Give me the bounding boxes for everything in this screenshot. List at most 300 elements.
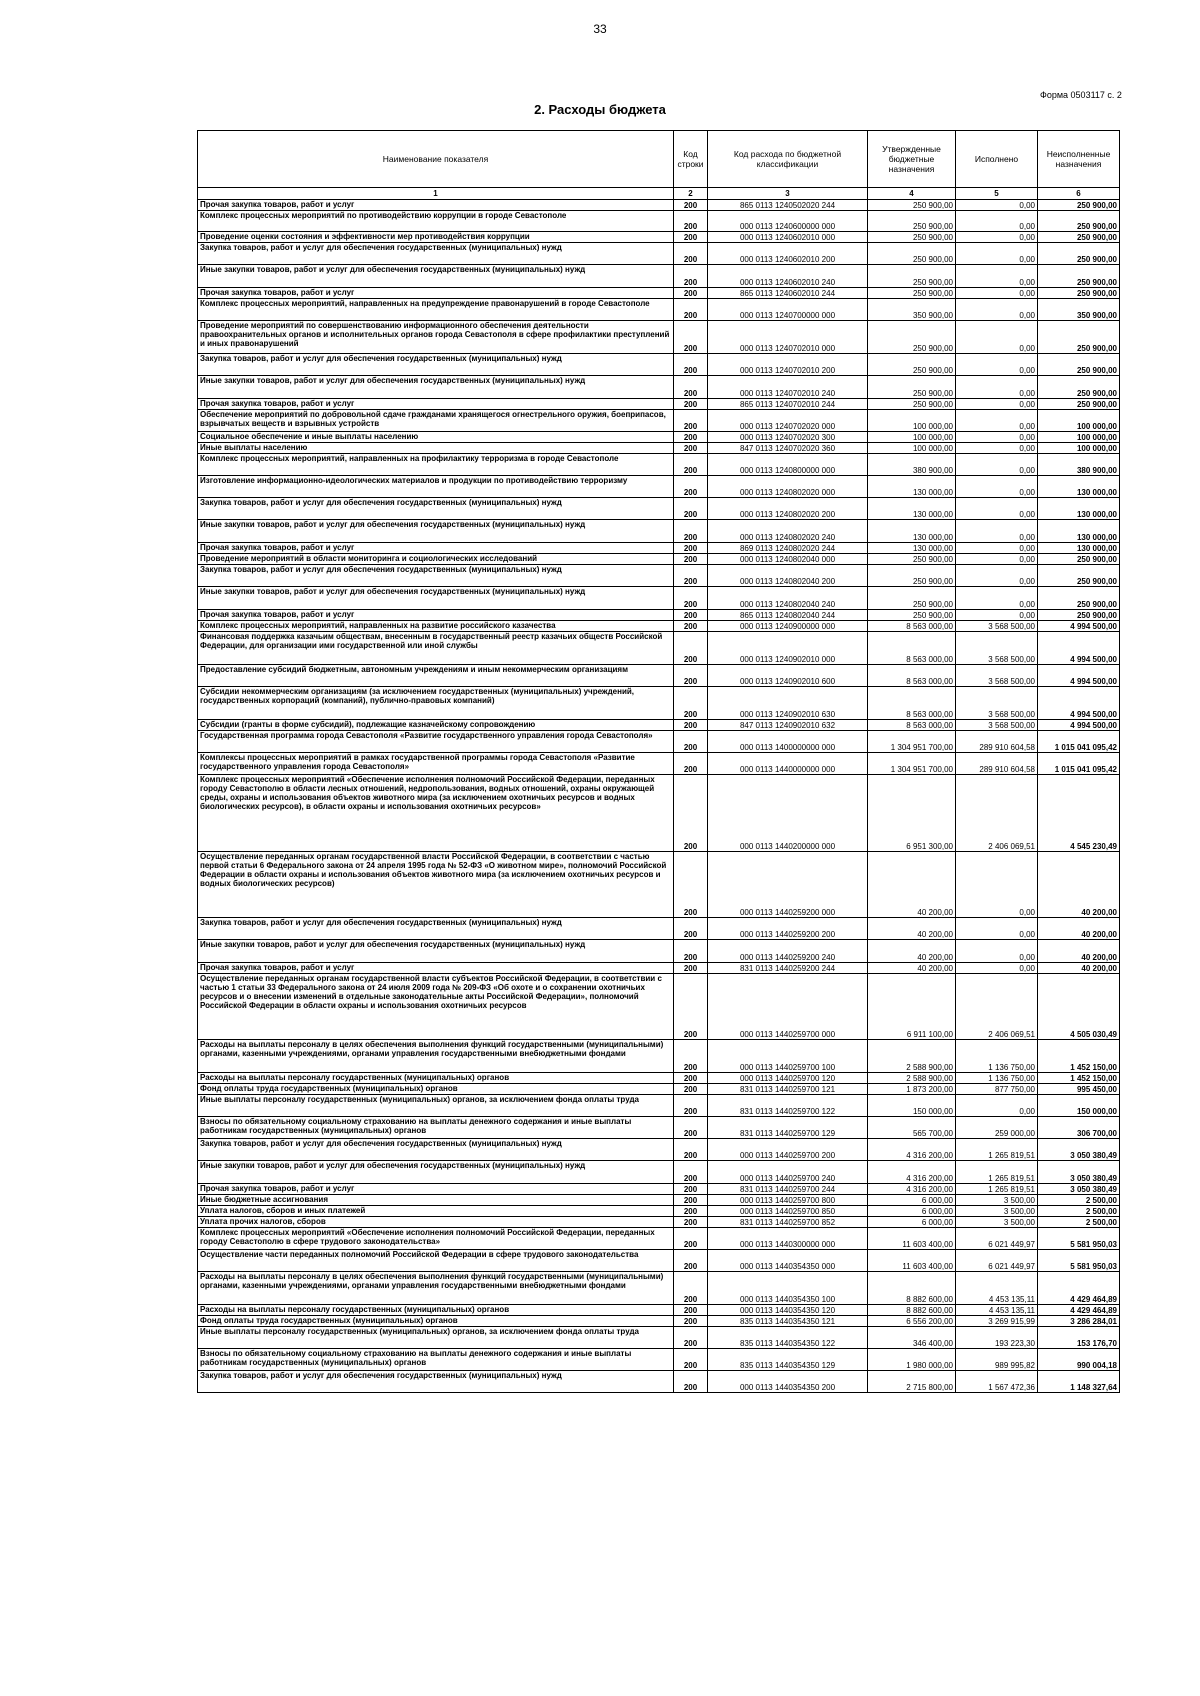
row-unexecuted: 100 000,00: [1038, 432, 1120, 443]
row-kbk: 000 0113 1240802040 240: [708, 587, 868, 610]
table-row: [198, 1206, 1120, 1217]
row-unexecuted: 5 581 950,03: [1038, 1250, 1120, 1272]
row-name: Комплекс процессных мероприятий, направленных на профилактику терроризма в городе Севастополе: [198, 454, 674, 476]
row-unexecuted: 4 994 500,00: [1038, 632, 1120, 665]
row-executed: 4 453 135,11: [956, 1272, 1038, 1305]
row-executed: 193 223,30: [956, 1327, 1038, 1349]
row-kbk: 000 0113 1240902010 000: [708, 632, 868, 665]
header-executed: Исполнено: [956, 131, 1038, 188]
row-unexecuted: 250 900,00: [1038, 554, 1120, 565]
row-approved: 565 700,00: [868, 1117, 956, 1139]
row-unexecuted: 3 286 284,01: [1038, 1316, 1120, 1327]
table-row: [198, 454, 1120, 476]
table-row: [198, 963, 1120, 974]
row-unexecuted: 250 900,00: [1038, 565, 1120, 587]
header-name: Наименование показателя: [198, 131, 674, 188]
table-row: [198, 399, 1120, 410]
row-unexecuted: 40 200,00: [1038, 918, 1120, 940]
row-kbk: 000 0113 1440300000 000: [708, 1228, 868, 1250]
table-row: [198, 1250, 1120, 1272]
row-approved: 250 900,00: [868, 554, 956, 565]
row-name: Прочая закупка товаров, работ и услуг: [198, 963, 674, 974]
row-unexecuted: 380 900,00: [1038, 454, 1120, 476]
row-executed: 0,00: [956, 498, 1038, 520]
row-code: 200: [674, 775, 708, 852]
row-executed: 1 265 819,51: [956, 1161, 1038, 1184]
row-kbk: 000 0113 1240902010 600: [708, 665, 868, 687]
table-row: [198, 775, 1120, 852]
row-approved: 130 000,00: [868, 476, 956, 498]
table-row: [198, 621, 1120, 632]
row-code: 200: [674, 665, 708, 687]
row-approved: 250 900,00: [868, 288, 956, 299]
row-name: Взносы по обязательному социальному страхованию на выплаты денежного содержания и иные выплаты работникам государственных (муниципальных) органов: [198, 1349, 674, 1371]
row-unexecuted: 1 452 150,00: [1038, 1040, 1120, 1073]
row-name: Предоставление субсидий бюджетным, автономным учреждениям и иным некоммерческим организациям: [198, 665, 674, 687]
row-name: Закупка товаров, работ и услуг для обеспечения государственных (муниципальных) нужд: [198, 565, 674, 587]
row-executed: 1 265 819,51: [956, 1184, 1038, 1195]
row-kbk: 000 0113 1240802020 000: [708, 476, 868, 498]
row-executed: 0,00: [956, 443, 1038, 454]
row-name: Иные закупки товаров, работ и услуг для обеспечения государственных (муниципальных) нужд: [198, 376, 674, 399]
row-name: Проведение мероприятий в области мониторинга и социологических исследований: [198, 554, 674, 565]
row-kbk: 000 0113 1240602010 200: [708, 243, 868, 265]
table-row: [198, 940, 1120, 963]
table-row: [198, 1073, 1120, 1084]
table-row: [198, 720, 1120, 731]
row-executed: 4 453 135,11: [956, 1305, 1038, 1316]
row-kbk: 847 0113 1240902010 632: [708, 720, 868, 731]
table-row: [198, 288, 1120, 299]
table-row: [198, 232, 1120, 243]
row-kbk: 000 0113 1240802020 240: [708, 520, 868, 543]
row-code: 200: [674, 432, 708, 443]
table-row: [198, 1040, 1120, 1073]
row-unexecuted: 40 200,00: [1038, 940, 1120, 963]
row-approved: 8 563 000,00: [868, 621, 956, 632]
row-approved: 250 900,00: [868, 376, 956, 399]
row-approved: 1 304 951 700,00: [868, 753, 956, 775]
row-executed: 0,00: [956, 520, 1038, 543]
row-executed: 0,00: [956, 476, 1038, 498]
row-approved: 380 900,00: [868, 454, 956, 476]
row-code: 200: [674, 1184, 708, 1195]
row-executed: 3 500,00: [956, 1195, 1038, 1206]
table-row: [198, 1161, 1120, 1184]
table-row: [198, 852, 1120, 918]
row-code: 200: [674, 1349, 708, 1371]
row-name: Проведение мероприятий по совершенствованию информационного обеспечения деятельности правоохранительных органов и исполнительных органов города Севастополя в сфере профилактики преступлений и иных правонарушений: [198, 321, 674, 354]
row-kbk: 000 0113 1440354350 120: [708, 1305, 868, 1316]
row-executed: 0,00: [956, 587, 1038, 610]
row-name: Комплексы процессных мероприятий в рамках государственной программы города Севастополя «Развитие государственного управления города Севастополя»: [198, 753, 674, 775]
row-approved: 4 316 200,00: [868, 1161, 956, 1184]
row-code: 200: [674, 731, 708, 753]
row-approved: 130 000,00: [868, 520, 956, 543]
row-approved: 6 000,00: [868, 1217, 956, 1228]
row-approved: 250 900,00: [868, 265, 956, 288]
row-approved: 130 000,00: [868, 498, 956, 520]
row-code: 200: [674, 565, 708, 587]
row-unexecuted: 250 900,00: [1038, 243, 1120, 265]
row-code: 200: [674, 243, 708, 265]
row-code: 200: [674, 632, 708, 665]
row-kbk: 865 0113 1240802040 244: [708, 610, 868, 621]
row-unexecuted: 3 050 380,49: [1038, 1184, 1120, 1195]
row-approved: 6 911 100,00: [868, 974, 956, 1040]
page-number: 33: [593, 22, 607, 36]
row-kbk: 831 0113 1440259700 121: [708, 1084, 868, 1095]
row-executed: 289 910 604,58: [956, 731, 1038, 753]
row-approved: 100 000,00: [868, 432, 956, 443]
row-unexecuted: 250 900,00: [1038, 288, 1120, 299]
table-row: [198, 543, 1120, 554]
column-number: 5: [956, 188, 1038, 200]
row-code: 200: [674, 554, 708, 565]
row-approved: 8 882 600,00: [868, 1305, 956, 1316]
row-kbk: 000 0113 1440354350 200: [708, 1371, 868, 1393]
row-kbk: 831 0113 1440259700 852: [708, 1217, 868, 1228]
row-name: Расходы на выплаты персоналу государственных (муниципальных) органов: [198, 1305, 674, 1316]
row-kbk: 000 0113 1240802020 200: [708, 498, 868, 520]
row-name: Иные закупки товаров, работ и услуг для обеспечения государственных (муниципальных) нужд: [198, 265, 674, 288]
row-kbk: 000 0113 1440000000 000: [708, 753, 868, 775]
row-kbk: 000 0113 1440259200 200: [708, 918, 868, 940]
row-name: Комплекс процессных мероприятий по противодействию коррупции в городе Севастополе: [198, 211, 674, 232]
row-executed: 3 568 500,00: [956, 687, 1038, 720]
table-row: [198, 587, 1120, 610]
table-row: [198, 753, 1120, 775]
row-name: Иные закупки товаров, работ и услуг для обеспечения государственных (муниципальных) нужд: [198, 1161, 674, 1184]
row-executed: 3 568 500,00: [956, 665, 1038, 687]
row-kbk: 847 0113 1240702020 360: [708, 443, 868, 454]
row-name: Уплата налогов, сборов и иных платежей: [198, 1206, 674, 1217]
row-name: Фонд оплаты труда государственных (муниципальных) органов: [198, 1316, 674, 1327]
row-unexecuted: 250 900,00: [1038, 399, 1120, 410]
row-code: 200: [674, 610, 708, 621]
row-unexecuted: 1 148 327,64: [1038, 1371, 1120, 1393]
row-approved: 250 900,00: [868, 399, 956, 410]
row-executed: 2 406 069,51: [956, 775, 1038, 852]
row-code: 200: [674, 410, 708, 432]
row-code: 200: [674, 443, 708, 454]
row-code: 200: [674, 1073, 708, 1084]
row-code: 200: [674, 1371, 708, 1393]
row-name: Осуществление переданных органам государственной власти субъектов Российской Федерации, в соответствии с частью 1 статьи 33 Федерального закона от 24 июля 2009 года № 209-ФЗ «Об охоте и о сохранении охотничьих ресурсов и о внесении изменений в отдельные законодательные акты Российской Федерации», полномочий Российской Федерации в области охраны и использования охотничьих ресурсов: [198, 974, 674, 1040]
row-unexecuted: 5 581 950,03: [1038, 1228, 1120, 1250]
row-approved: 6 000,00: [868, 1195, 956, 1206]
table-row: [198, 1272, 1120, 1305]
row-kbk: 000 0113 1440354350 000: [708, 1250, 868, 1272]
row-approved: 250 900,00: [868, 354, 956, 376]
row-kbk: 000 0113 1240900000 000: [708, 621, 868, 632]
table-row: [198, 354, 1120, 376]
row-code: 200: [674, 200, 708, 211]
row-approved: 11 603 400,00: [868, 1228, 956, 1250]
row-kbk: 000 0113 1240602010 000: [708, 232, 868, 243]
row-code: 200: [674, 1161, 708, 1184]
row-kbk: 000 0113 1440259700 120: [708, 1073, 868, 1084]
row-code: 200: [674, 520, 708, 543]
row-code: 200: [674, 852, 708, 918]
row-name: Прочая закупка товаров, работ и услуг: [198, 610, 674, 621]
row-code: 200: [674, 354, 708, 376]
row-approved: 2 715 800,00: [868, 1371, 956, 1393]
row-name: Прочая закупка товаров, работ и услуг: [198, 399, 674, 410]
row-code: 200: [674, 1316, 708, 1327]
row-executed: 0,00: [956, 376, 1038, 399]
table-row: [198, 211, 1120, 232]
row-code: 200: [674, 498, 708, 520]
row-executed: 877 750,00: [956, 1084, 1038, 1095]
row-unexecuted: 150 000,00: [1038, 1095, 1120, 1117]
row-executed: 3 568 500,00: [956, 632, 1038, 665]
row-executed: 3 500,00: [956, 1217, 1038, 1228]
table-row: [198, 1095, 1120, 1117]
table-row: [198, 520, 1120, 543]
row-approved: 8 563 000,00: [868, 687, 956, 720]
row-executed: 1 567 472,36: [956, 1371, 1038, 1393]
row-kbk: 000 0113 1440259700 800: [708, 1195, 868, 1206]
row-kbk: 000 0113 1440259700 000: [708, 974, 868, 1040]
row-unexecuted: 250 900,00: [1038, 354, 1120, 376]
table-row: [198, 200, 1120, 211]
row-executed: 3 269 915,99: [956, 1316, 1038, 1327]
row-code: 200: [674, 621, 708, 632]
row-approved: 346 400,00: [868, 1327, 956, 1349]
row-executed: 0,00: [956, 1095, 1038, 1117]
form-label: Форма 0503117 с. 2: [1040, 90, 1122, 100]
row-executed: 0,00: [956, 610, 1038, 621]
row-kbk: 000 0113 1440200000 000: [708, 775, 868, 852]
row-kbk: 000 0113 1240702010 000: [708, 321, 868, 354]
row-executed: 259 000,00: [956, 1117, 1038, 1139]
row-unexecuted: 40 200,00: [1038, 963, 1120, 974]
row-executed: 989 995,82: [956, 1349, 1038, 1371]
row-unexecuted: 250 900,00: [1038, 200, 1120, 211]
column-number: 6: [1038, 188, 1120, 200]
row-code: 200: [674, 476, 708, 498]
row-unexecuted: 3 050 380,49: [1038, 1139, 1120, 1161]
row-code: 200: [674, 321, 708, 354]
row-name: Проведение оценки состояния и эффективности мер противодействия коррупции: [198, 232, 674, 243]
row-unexecuted: 1 015 041 095,42: [1038, 753, 1120, 775]
row-kbk: 000 0113 1240602010 240: [708, 265, 868, 288]
row-executed: 3 568 500,00: [956, 720, 1038, 731]
row-approved: 40 200,00: [868, 852, 956, 918]
row-unexecuted: 250 900,00: [1038, 211, 1120, 232]
table-row: [198, 1228, 1120, 1250]
row-executed: 0,00: [956, 288, 1038, 299]
table-row: [198, 554, 1120, 565]
row-name: Комплекс процессных мероприятий, направленных на предупреждение правонарушений в городе Севастополе: [198, 299, 674, 321]
row-approved: 1 873 200,00: [868, 1084, 956, 1095]
table-row: [198, 432, 1120, 443]
row-unexecuted: 4 994 500,00: [1038, 621, 1120, 632]
row-kbk: 000 0113 1240902010 630: [708, 687, 868, 720]
row-approved: 6 000,00: [868, 1206, 956, 1217]
row-code: 200: [674, 1272, 708, 1305]
row-kbk: 000 0113 1440259700 100: [708, 1040, 868, 1073]
table-row: [198, 321, 1120, 354]
row-approved: 11 603 400,00: [868, 1250, 956, 1272]
row-executed: 0,00: [956, 243, 1038, 265]
row-code: 200: [674, 1327, 708, 1349]
row-kbk: 000 0113 1240702020 300: [708, 432, 868, 443]
column-number: 3: [708, 188, 868, 200]
row-name: Субсидии (гранты в форме субсидий), подлежащие казначейскому сопровождению: [198, 720, 674, 731]
row-executed: 0,00: [956, 399, 1038, 410]
row-executed: 0,00: [956, 211, 1038, 232]
row-approved: 100 000,00: [868, 443, 956, 454]
row-name: Социальное обеспечение и иные выплаты населению: [198, 432, 674, 443]
row-name: Осуществление переданных органам государственной власти Российской Федерации, в соответствии с частью первой статьи 6 Федерального закона от 24 апреля 1995 года № 52-ФЗ «О животном мире», полномочий Российской Федерации в области охраны и использования объектов животного мира (за исключением охотничьих ресурсов и водных биологических ресурсов): [198, 852, 674, 918]
row-approved: 250 900,00: [868, 610, 956, 621]
row-executed: 0,00: [956, 432, 1038, 443]
table-row: [198, 299, 1120, 321]
row-unexecuted: 4 994 500,00: [1038, 665, 1120, 687]
row-name: Субсидии некоммерческим организациям (за исключением государственных (муниципальных) учреждений, государственных корпораций (компаний), публично-правовых компаний): [198, 687, 674, 720]
table-row: [198, 498, 1120, 520]
row-approved: 8 882 600,00: [868, 1272, 956, 1305]
row-kbk: 831 0113 1440259700 129: [708, 1117, 868, 1139]
table-row: [198, 665, 1120, 687]
header-unexecuted: Неисполненные назначения: [1038, 131, 1120, 188]
row-code: 200: [674, 1305, 708, 1316]
row-name: Расходы на выплаты персоналу в целях обеспечения выполнения функций государственными (муниципальными) органами, казенными учреждениями, органами управления государственными внебюджетными фондами: [198, 1272, 674, 1305]
row-unexecuted: 1 015 041 095,42: [1038, 731, 1120, 753]
row-approved: 4 316 200,00: [868, 1184, 956, 1195]
row-unexecuted: 4 994 500,00: [1038, 687, 1120, 720]
row-name: Иные выплаты населению: [198, 443, 674, 454]
row-code: 200: [674, 232, 708, 243]
row-name: Закупка товаров, работ и услуг для обеспечения государственных (муниципальных) нужд: [198, 1371, 674, 1393]
row-approved: 350 900,00: [868, 299, 956, 321]
row-code: 200: [674, 753, 708, 775]
table-row: [198, 1117, 1120, 1139]
row-kbk: 835 0113 1440354350 122: [708, 1327, 868, 1349]
table-header-row: [198, 131, 1120, 188]
row-name: Иные закупки товаров, работ и услуг для обеспечения государственных (муниципальных) нужд: [198, 587, 674, 610]
row-name: Прочая закупка товаров, работ и услуг: [198, 200, 674, 211]
row-executed: 289 910 604,58: [956, 753, 1038, 775]
row-name: Закупка товаров, работ и услуг для обеспечения государственных (муниципальных) нужд: [198, 243, 674, 265]
table-row: [198, 410, 1120, 432]
row-approved: 1 980 000,00: [868, 1349, 956, 1371]
column-number: 1: [198, 188, 674, 200]
row-executed: 0,00: [956, 265, 1038, 288]
row-name: Закупка товаров, работ и услуг для обеспечения государственных (муниципальных) нужд: [198, 354, 674, 376]
row-unexecuted: 250 900,00: [1038, 587, 1120, 610]
table-row: [198, 687, 1120, 720]
table-row: [198, 1217, 1120, 1228]
row-unexecuted: 4 545 230,49: [1038, 775, 1120, 852]
row-approved: 250 900,00: [868, 200, 956, 211]
row-name: Комплекс процессных мероприятий «Обеспечение исполнения полномочий Российской Федерации, переданных городу Севастополю в сфере трудового законодательства»: [198, 1228, 674, 1250]
row-executed: 0,00: [956, 852, 1038, 918]
row-approved: 8 563 000,00: [868, 665, 956, 687]
row-name: Иные закупки товаров, работ и услуг для обеспечения государственных (муниципальных) нужд: [198, 940, 674, 963]
row-unexecuted: 995 450,00: [1038, 1084, 1120, 1095]
row-code: 200: [674, 376, 708, 399]
table-row: [198, 632, 1120, 665]
row-name: Финансовая поддержка казачьим обществам, внесенным в государственный реестр казачьих обществ Российской Федерации, для организации ими государственной или иной службы: [198, 632, 674, 665]
table-row: [198, 443, 1120, 454]
row-approved: 250 900,00: [868, 243, 956, 265]
row-unexecuted: 3 050 380,49: [1038, 1161, 1120, 1184]
row-approved: 250 900,00: [868, 587, 956, 610]
row-name: Осуществление части переданных полномочий Российской Федерации в сфере трудового законодательства: [198, 1250, 674, 1272]
row-name: Иные выплаты персоналу государственных (муниципальных) органов, за исключением фонда оплаты труда: [198, 1095, 674, 1117]
row-unexecuted: 130 000,00: [1038, 543, 1120, 554]
table-row: [198, 1195, 1120, 1206]
table-row: [198, 1305, 1120, 1316]
table-row: [198, 243, 1120, 265]
row-executed: 0,00: [956, 963, 1038, 974]
row-name: Взносы по обязательному социальному страхованию на выплаты денежного содержания и иные выплаты работникам государственных (муниципальных) органов: [198, 1117, 674, 1139]
row-approved: 250 900,00: [868, 211, 956, 232]
row-kbk: 865 0113 1240702010 244: [708, 399, 868, 410]
row-kbk: 000 0113 1400000000 000: [708, 731, 868, 753]
section-title: 2. Расходы бюджета: [534, 102, 666, 117]
row-code: 200: [674, 720, 708, 731]
row-name: Государственная программа города Севастополя «Развитие государственного управления города Севастополя»: [198, 731, 674, 753]
row-name: Изготовление информационно-идеологических материалов и продукции по противодействию терроризму: [198, 476, 674, 498]
row-unexecuted: 4 429 464,89: [1038, 1305, 1120, 1316]
table-row: [198, 1139, 1120, 1161]
row-kbk: 000 0113 1240702010 240: [708, 376, 868, 399]
row-code: 200: [674, 454, 708, 476]
row-kbk: 000 0113 1240800000 000: [708, 454, 868, 476]
row-unexecuted: 4 429 464,89: [1038, 1272, 1120, 1305]
row-unexecuted: 100 000,00: [1038, 443, 1120, 454]
row-executed: 0,00: [956, 321, 1038, 354]
row-approved: 6 556 200,00: [868, 1316, 956, 1327]
row-unexecuted: 130 000,00: [1038, 476, 1120, 498]
row-name: Закупка товаров, работ и услуг для обеспечения государственных (муниципальных) нужд: [198, 918, 674, 940]
row-code: 200: [674, 543, 708, 554]
row-kbk: 835 0113 1440354350 121: [708, 1316, 868, 1327]
row-code: 200: [674, 399, 708, 410]
row-name: Комплекс процессных мероприятий «Обеспечение исполнения полномочий Российской Федерации, переданных городу Севастополю в области лесных отношений, недропользования, водных отношений, охраны окружающей среды, охраны и использования объектов животного мира (за исключением охотничьих ресурсов и водных биологических ресурсов), в области охраны и использования охотничьих ресурсов»: [198, 775, 674, 852]
row-kbk: 000 0113 1240702020 000: [708, 410, 868, 432]
row-approved: 150 000,00: [868, 1095, 956, 1117]
row-kbk: 865 0113 1240502020 244: [708, 200, 868, 211]
row-kbk: 835 0113 1440354350 129: [708, 1349, 868, 1371]
row-name: Фонд оплаты труда государственных (муниципальных) органов: [198, 1084, 674, 1095]
row-approved: 2 588 900,00: [868, 1073, 956, 1084]
row-kbk: 000 0113 1240802040 200: [708, 565, 868, 587]
row-unexecuted: 2 500,00: [1038, 1206, 1120, 1217]
row-name: Иные бюджетные ассигнования: [198, 1195, 674, 1206]
column-number-row: [198, 188, 1120, 200]
table-row: [198, 565, 1120, 587]
row-name: Закупка товаров, работ и услуг для обеспечения государственных (муниципальных) нужд: [198, 498, 674, 520]
row-code: 200: [674, 288, 708, 299]
row-kbk: 865 0113 1240602010 244: [708, 288, 868, 299]
row-executed: 3 500,00: [956, 1206, 1038, 1217]
row-name: Закупка товаров, работ и услуг для обеспечения государственных (муниципальных) нужд: [198, 1139, 674, 1161]
row-executed: 0,00: [956, 918, 1038, 940]
row-unexecuted: 306 700,00: [1038, 1117, 1120, 1139]
row-kbk: 000 0113 1440259700 240: [708, 1161, 868, 1184]
table-row: [198, 1371, 1120, 1393]
column-number: 4: [868, 188, 956, 200]
row-approved: 250 900,00: [868, 321, 956, 354]
row-unexecuted: 40 200,00: [1038, 852, 1120, 918]
row-executed: 0,00: [956, 200, 1038, 211]
header-kbk: Код расхода по бюджетной классификации: [708, 131, 868, 188]
